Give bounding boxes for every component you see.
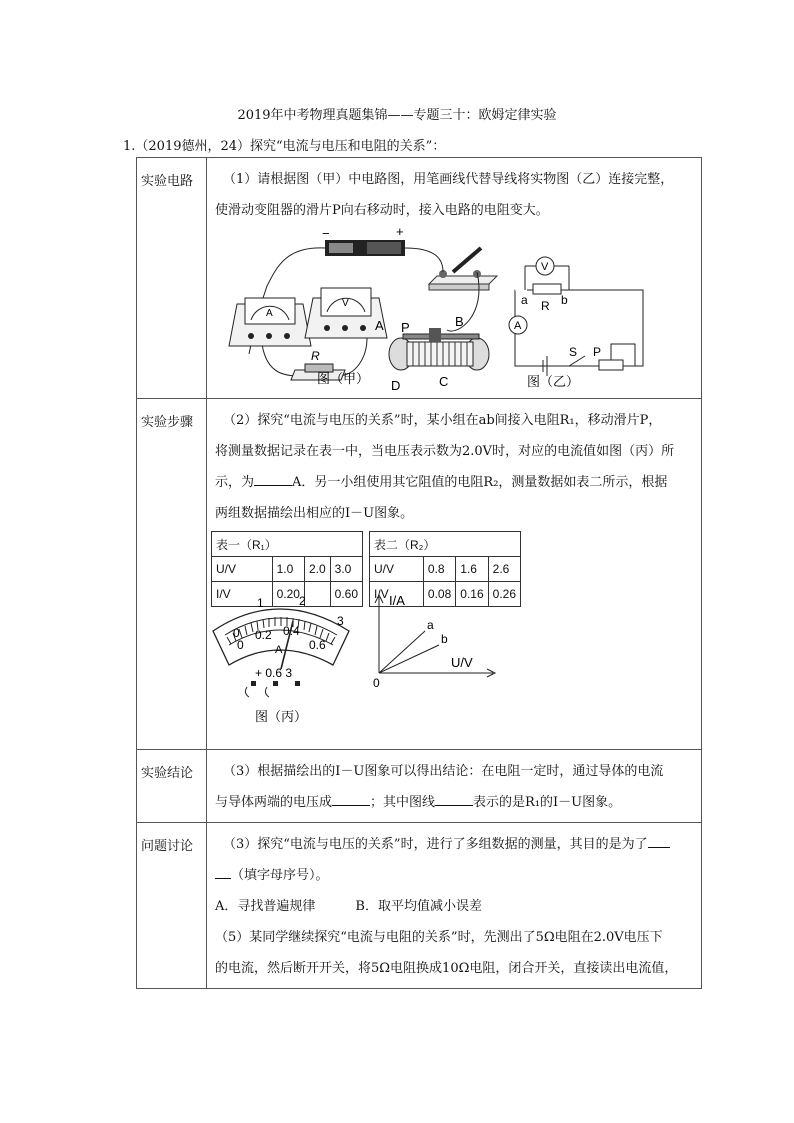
table2-cell: 2.6 <box>488 557 520 582</box>
steps-line-2: 将测量数据记录在表一中，当电压表示数为2.0V时，对应的电流值如图（丙）所 <box>215 444 675 459</box>
meter-top-tick: 2 <box>299 594 306 608</box>
schematic-r: R <box>541 299 550 313</box>
row-label-conclusion: 实验结论 <box>141 766 194 781</box>
switch-icon <box>429 248 497 290</box>
table1-title: 表一（R₁） <box>212 532 363 557</box>
fig-jia-caption: 图（甲） <box>317 371 370 386</box>
voltmeter-letter: V <box>342 298 349 309</box>
row-steps <box>137 399 702 750</box>
table1-cell: I/V <box>212 582 273 607</box>
question-header: 1.（2019德州，24）探究“电流与电压和电阻的关系”： <box>123 139 446 154</box>
rheostat-label-a: A <box>375 318 384 333</box>
row-label-circuit: 实验电路 <box>141 174 194 189</box>
resistor-r-label: R <box>311 349 320 363</box>
table2-cell: I/V <box>370 582 424 607</box>
meter-top-tick: 1 <box>257 596 264 610</box>
graph-line-a <box>379 631 425 673</box>
schematic-s: S <box>569 345 578 359</box>
row-discussion <box>137 823 702 989</box>
row-label-discussion: 问题讨论 <box>141 839 194 854</box>
answer-blank-current[interactable] <box>254 473 292 486</box>
circuit-line-2: 使滑动变阻器的滑片P向右移动时，接入电路的电阻变大。 <box>215 203 549 218</box>
fig-bing-caption: 图（丙） <box>255 709 308 724</box>
fig-yi-caption: 图（乙） <box>527 374 580 389</box>
graph-origin: 0 <box>373 676 380 690</box>
row-conclusion <box>137 750 702 823</box>
table2-cell: 0.8 <box>423 557 455 582</box>
schematic-v: V <box>541 261 549 273</box>
table1-cell: 1.0 <box>272 557 304 582</box>
row-label-steps: 实验步骤 <box>141 415 194 430</box>
experiment-table <box>136 157 702 989</box>
ammeter-device-icon <box>229 298 311 346</box>
table2-cell: 1.6 <box>456 557 488 582</box>
meter-unit: A <box>275 644 283 656</box>
meter-terminals: + 0.6 3 <box>255 666 293 680</box>
table2-cell: U/V <box>370 557 424 582</box>
circuit-line-1: （1）请根据图（甲）中电路图，用笔画线代替导线将实物图（乙）连接完整， <box>223 172 674 187</box>
meter-bottom-tick: 0 <box>237 638 244 652</box>
conclusion-line-1: （3）根据描绘出的I－U图象可以得出结论：在电阻一定时，通过导体的电流 <box>223 764 664 779</box>
table1-cell: 0.60 <box>330 582 362 607</box>
rheostat-label-c: C <box>439 374 449 389</box>
battery-icon <box>325 240 405 256</box>
graph-xlabel: U/V <box>451 655 473 670</box>
conclusion-line-2: 与导体两端的电压成 ；其中图线 表示的是R₁的I－U图象。 <box>215 795 622 810</box>
graph-ylabel: I/A <box>389 593 405 608</box>
table2-title: 表二（R₂） <box>370 532 521 557</box>
answer-blank-proportion[interactable] <box>332 793 370 806</box>
table2-cell: 0.16 <box>456 582 488 607</box>
discussion-line-3: （5）某同学继续探究“电流与电阻的关系”时，先测出了5Ω电阻在2.0V电压下 <box>215 930 663 945</box>
answer-blank-graph-line[interactable] <box>435 793 473 806</box>
meter-bottom-tick: 0.6 <box>309 638 326 652</box>
discussion-options <box>215 891 693 922</box>
meter-top-tick: 3 <box>337 614 344 628</box>
answer-blank-purpose[interactable] <box>648 835 670 848</box>
meter-top-tick: 0 <box>233 626 240 640</box>
option-b[interactable]: B．取平均值减小误差 <box>355 899 482 914</box>
battery-plus: + <box>396 226 404 239</box>
rheostat-label-d: D <box>391 378 401 393</box>
meter-and-graph <box>207 591 701 731</box>
graph-label-a: a <box>427 618 434 632</box>
discussion-line-2: （填字母序号）。 <box>215 860 693 891</box>
graph-line-b <box>379 645 439 673</box>
table2-cell: 0.08 <box>423 582 455 607</box>
steps-line-3: 示，为 A．另一小组使用其它阻值的电阻R₂，测量数据如表二所示，根据 <box>215 475 668 490</box>
schematic-p: P <box>593 345 602 359</box>
discussion-line-4: 的电流，然后断开开关，将5Ω电阻换成10Ω电阻，闭合开关，直接读出电流值， <box>215 961 678 976</box>
steps-line-4: 两组数据描绘出相应的I－U图象。 <box>215 506 414 521</box>
table1-cell: U/V <box>212 557 273 582</box>
table2-cell: 0.26 <box>488 582 520 607</box>
schematic-a: A <box>514 320 522 332</box>
table1-cell: 2.0 <box>304 557 330 582</box>
schematic-b-point: b <box>561 293 568 307</box>
battery-minus: − <box>322 226 330 241</box>
meter-bottom-tick: 0.4 <box>283 624 300 638</box>
circuit-figures <box>207 226 701 398</box>
table1-cell: 0.20 <box>272 582 304 607</box>
steps-line-1: （2）探究“电流与电压的关系”时，某小组在ab间接入电阻R₁，移动滑片P， <box>223 413 662 428</box>
meter-bottom-tick: 0.2 <box>255 628 272 642</box>
rheostat-label-b: B <box>455 314 464 329</box>
rheostat-label-p: P <box>401 320 410 335</box>
discussion-line-1: （3）探究“电流与电压的关系”时，进行了多组数据的测量，其目的是为了 <box>215 829 693 860</box>
schematic-a-point: a <box>521 293 528 307</box>
page-title: 2019年中考物理真题集锦——专题三十：欧姆定律实验 <box>237 108 557 123</box>
ammeter-letter: A <box>266 308 273 319</box>
option-a[interactable]: A．寻找普遍规律 <box>215 899 316 914</box>
table1-cell: 3.0 <box>330 557 362 582</box>
graph-label-b: b <box>441 632 448 646</box>
row-circuit <box>137 158 702 399</box>
